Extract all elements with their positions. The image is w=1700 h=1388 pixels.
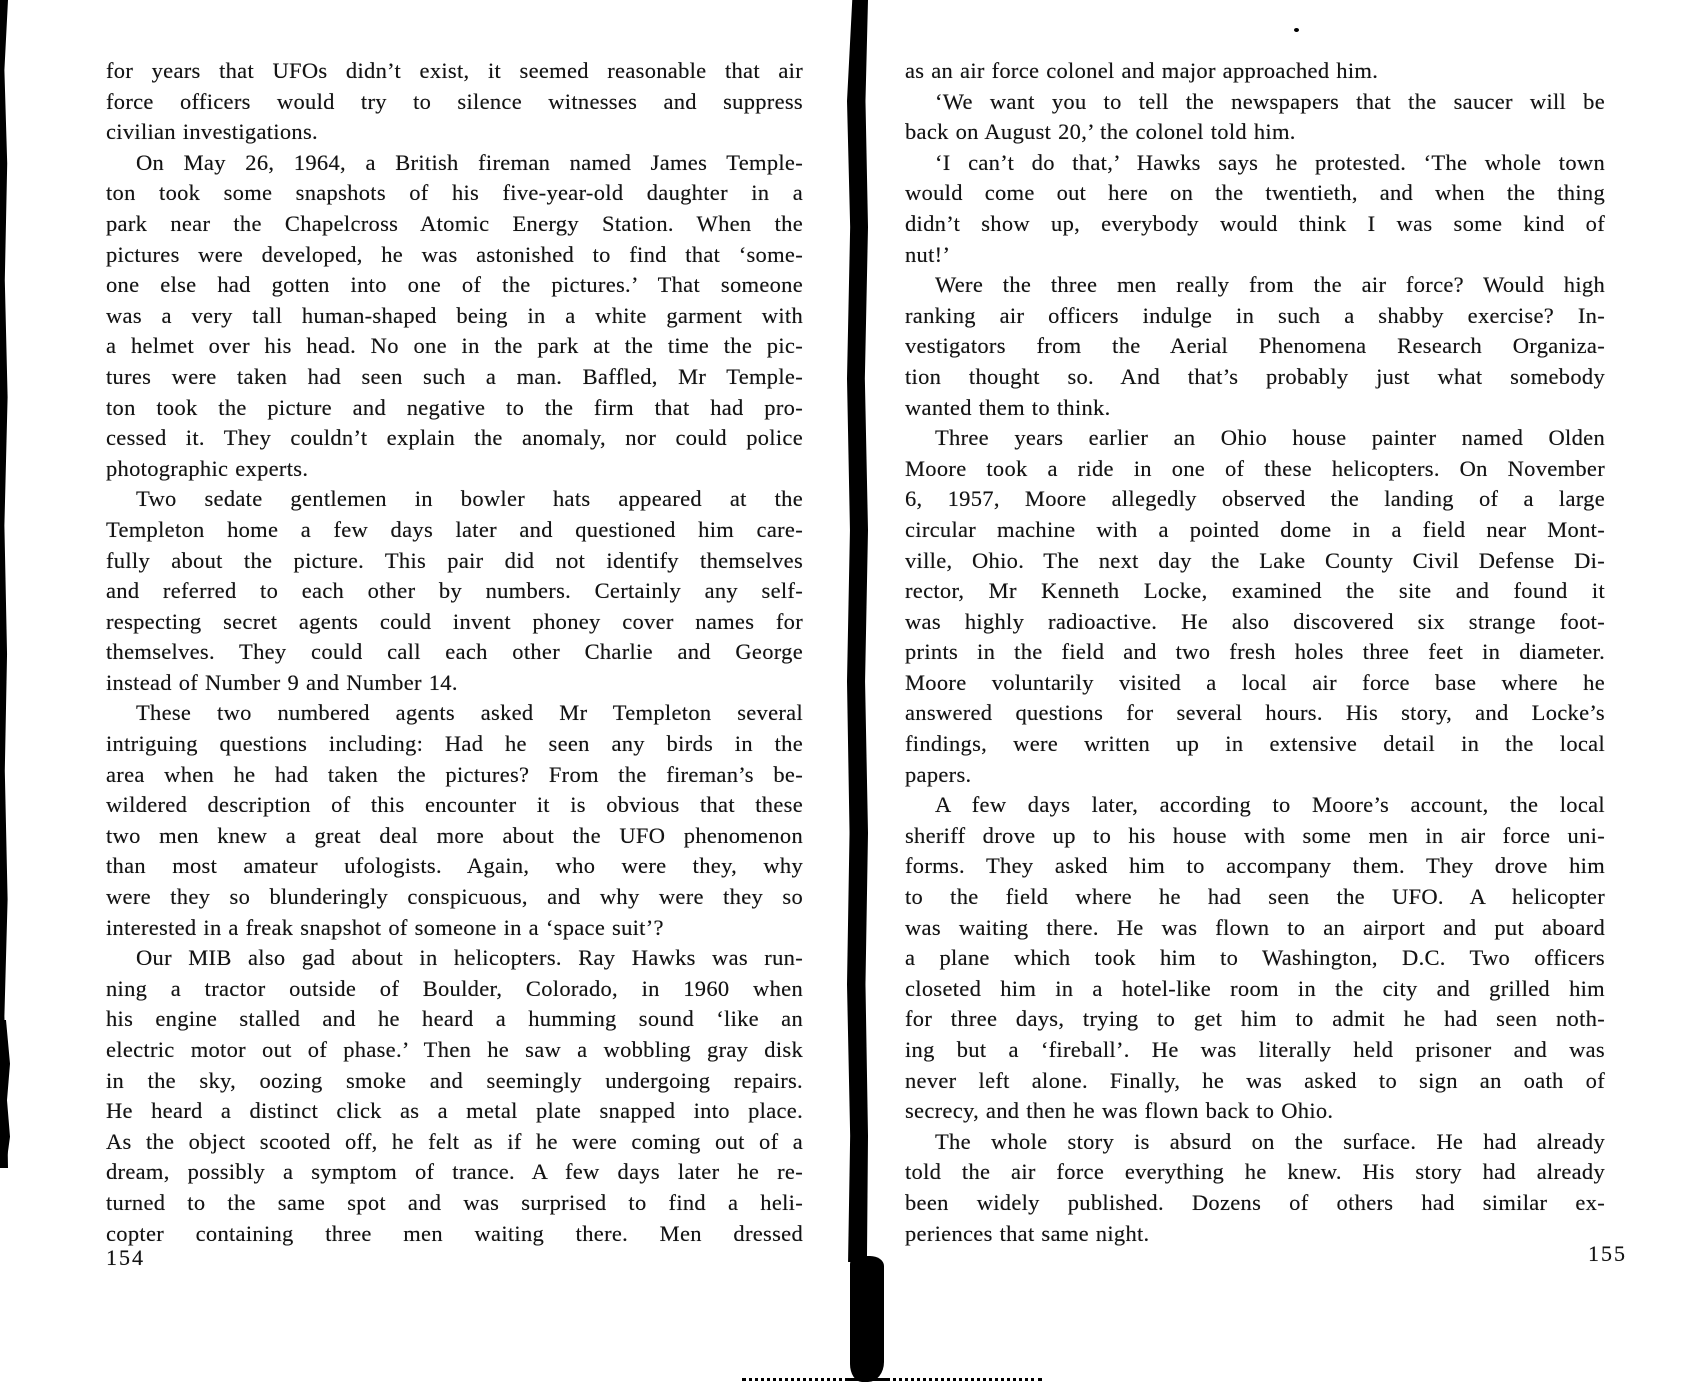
text-line: vestigators from the Aerial Phenomena Research Organiza- bbox=[905, 333, 1605, 359]
text-line: pictures were developed, he was astonished to find that ‘some- bbox=[106, 241, 803, 267]
text-line: ‘We want you to tell the newspapers that the saucer will be bbox=[935, 88, 1605, 114]
text-line: in the sky, oozing smoke and seemingly undergoing repairs. bbox=[106, 1067, 803, 1093]
text-line: answered questions for several hours. His story, and Locke’s bbox=[905, 700, 1605, 726]
text-line: instead of Number 9 and Number 14. bbox=[106, 669, 458, 695]
text-line: one else had gotten into one of the pictures.’ That someone bbox=[106, 272, 803, 298]
text-line: He heard a distinct click as a metal plate snapped into place. bbox=[106, 1098, 803, 1124]
text-line: Moore voluntarily visited a local air force base where he bbox=[905, 669, 1605, 695]
text-line: for three days, trying to get him to admit he had seen noth- bbox=[905, 1006, 1605, 1032]
text-line: his engine stalled and he heard a humming sound ‘like an bbox=[106, 1006, 803, 1032]
text-line: ton took some snapshots of his five-year-old daughter in a bbox=[106, 180, 803, 206]
text-line: been widely published. Dozens of others had similar ex- bbox=[905, 1189, 1605, 1215]
text-line: papers. bbox=[905, 761, 972, 787]
binding-gutter-blob-artifact bbox=[850, 1256, 884, 1382]
scan-dash-artifact bbox=[845, 1378, 887, 1381]
text-line: would come out here on the twentieth, and when the thing bbox=[905, 180, 1605, 206]
text-line: ville, Ohio. The next day the Lake County Civil Defense Di- bbox=[905, 547, 1605, 573]
text-line: wanted them to think. bbox=[905, 394, 1111, 420]
scan-edge-artifact bbox=[0, 0, 8, 1168]
page-left-text bbox=[106, 56, 803, 1249]
text-line: On May 26, 1964, a British fireman named James Temple- bbox=[136, 149, 803, 175]
scan-dotted-line-artifact bbox=[742, 1378, 1042, 1381]
ink-speck-artifact bbox=[1294, 28, 1299, 32]
text-line: closeted him in a hotel-like room in the city and grilled him bbox=[905, 975, 1605, 1001]
text-line: as an air force colonel and major approached him. bbox=[905, 58, 1379, 83]
text-line: A few days later, according to Moore’s account, the local bbox=[935, 792, 1605, 818]
text-line: tion thought so. And that’s probably just what somebody bbox=[905, 363, 1605, 389]
text-line: was highly radioactive. He also discovered six strange foot- bbox=[905, 608, 1605, 634]
text-line: As the object scooted off, he felt as if he were coming out of a bbox=[106, 1128, 803, 1154]
text-line: civilian investigations. bbox=[106, 119, 318, 145]
text-line: was waiting there. He was flown to an airport and put aboard bbox=[905, 914, 1605, 940]
text-line: interested in a freak snapshot of someone in a ‘space suit’? bbox=[106, 914, 664, 940]
text-line: sheriff drove up to his house with some men in air force uni- bbox=[905, 822, 1605, 848]
text-line: a plane which took him to Washington, D.C. Two officers bbox=[905, 945, 1605, 971]
text-line: respecting secret agents could invent phoney cover names for bbox=[106, 608, 803, 634]
text-line: never left alone. Finally, he was asked to sign an oath of bbox=[905, 1067, 1605, 1093]
text-line: Moore took a ride in one of these helicopters. On November bbox=[905, 455, 1605, 481]
text-line: than most amateur ufologists. Again, who were they, why bbox=[106, 853, 803, 879]
text-line: didn’t show up, everybody would think I was some kind of bbox=[905, 210, 1605, 236]
text-line: turned to the same spot and was surprised to find a heli- bbox=[106, 1189, 803, 1215]
page-right bbox=[905, 56, 1605, 1249]
text-line: ing but a ‘fireball’. He was literally held prisoner and was bbox=[905, 1037, 1605, 1062]
text-line: nut!’ bbox=[905, 241, 951, 267]
text-line: Our MIB also gad about in helicopters. Ray Hawks was run- bbox=[136, 945, 803, 971]
text-line: ton took the picture and negative to the firm that had pro- bbox=[106, 394, 803, 420]
text-line: findings, were written up in extensive detail in the local bbox=[905, 731, 1605, 757]
text-line: secrecy, and then he was flown back to Ohio. bbox=[905, 1098, 1334, 1124]
text-line: electric motor out of phase.’ Then he saw a wobbling gray disk bbox=[106, 1037, 803, 1062]
text-line: park near the Chapelcross Atomic Energy Station. When the bbox=[106, 210, 803, 236]
page-right-text bbox=[905, 56, 1605, 1249]
text-line: rector, Mr Kenneth Locke, examined the site and found it bbox=[905, 578, 1605, 604]
binding-gutter-artifact bbox=[847, 0, 868, 1262]
text-line: intriguing questions including: Had he seen any birds in the bbox=[106, 731, 803, 757]
text-line: area when he had taken the pictures? From the fireman’s be- bbox=[106, 761, 803, 787]
page-number-right: 155 bbox=[1588, 1241, 1627, 1266]
text-line: two men knew a great deal more about the UFO phenomenon bbox=[106, 822, 803, 848]
text-line: dream, possibly a symptom of trance. A few days later he re- bbox=[106, 1159, 803, 1185]
text-line: fully about the picture. This pair did not identify themselves bbox=[106, 547, 803, 573]
text-line: periences that same night. bbox=[905, 1220, 1150, 1246]
text-line: tures were taken had seen such a man. Baffled, Mr Temple- bbox=[106, 363, 803, 389]
page-left bbox=[106, 56, 803, 1249]
text-line: was a very tall human-shaped being in a white garment with bbox=[106, 302, 803, 328]
scan-edge-blob-artifact bbox=[0, 1020, 10, 1166]
text-line: Templeton home a few days later and questioned him care- bbox=[106, 516, 803, 542]
text-line: wildered description of this encounter it is obvious that these bbox=[106, 792, 803, 818]
text-line: cessed it. They couldn’t explain the anomaly, nor could police bbox=[106, 425, 803, 451]
page-number-left: 154 bbox=[106, 1245, 145, 1270]
text-line: Were the three men really from the air force? Would high bbox=[935, 272, 1605, 298]
text-line: Two sedate gentlemen in bowler hats appeared at the bbox=[136, 486, 803, 512]
text-line: ‘I can’t do that,’ Hawks says he protested. ‘The whole town bbox=[935, 149, 1605, 175]
text-line: told the air force everything he knew. His story had already bbox=[905, 1159, 1605, 1185]
text-line: 6, 1957, Moore allegedly observed the landing of a large bbox=[905, 486, 1605, 512]
text-line: force officers would try to silence witnesses and suppress bbox=[106, 88, 803, 114]
text-line: ning a tractor outside of Boulder, Colorado, in 1960 when bbox=[106, 975, 803, 1001]
text-line: ranking air officers indulge in such a shabby exercise? In- bbox=[905, 302, 1605, 328]
text-line: to the field where he had seen the UFO. A helicopter bbox=[905, 884, 1605, 910]
text-line: and referred to each other by numbers. Certainly any self- bbox=[106, 578, 803, 604]
text-line: back on August 20,’ the colonel told him. bbox=[905, 119, 1296, 145]
text-line: for years that UFOs didn’t exist, it seemed reasonable that air bbox=[106, 58, 803, 83]
text-line: copter containing three men waiting there. Men dressed bbox=[106, 1220, 803, 1246]
text-line: These two numbered agents asked Mr Templeton several bbox=[136, 700, 803, 726]
text-line: forms. They asked him to accompany them. They drove him bbox=[905, 853, 1605, 879]
text-line: themselves. They could call each other Charlie and George bbox=[106, 639, 803, 665]
text-line: photographic experts. bbox=[106, 455, 309, 481]
text-line: circular machine with a pointed dome in a field near Mont- bbox=[905, 516, 1605, 542]
text-line: Three years earlier an Ohio house painter named Olden bbox=[935, 425, 1605, 451]
text-line: The whole story is absurd on the surface. He had already bbox=[935, 1128, 1605, 1154]
text-line: prints in the field and two fresh holes three feet in diameter. bbox=[905, 639, 1605, 665]
text-line: a helmet over his head. No one in the park at the time the pic- bbox=[106, 333, 803, 359]
text-line: were they so blunderingly conspicuous, and why were they so bbox=[106, 884, 803, 910]
